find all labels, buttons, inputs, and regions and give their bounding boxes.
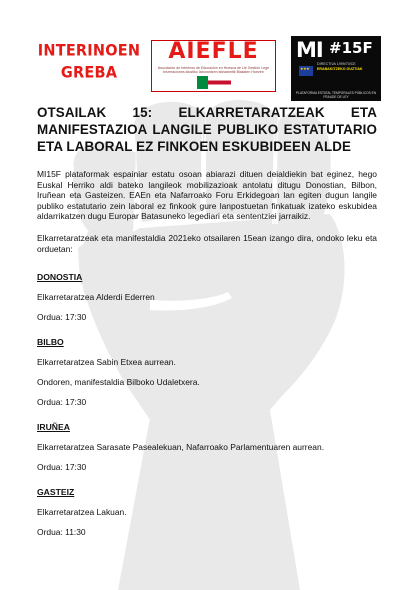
aiefle-logo <box>151 40 276 92</box>
basque-flag-icon <box>197 76 231 89</box>
bilbo-time: Ordua: 17:30 <box>37 397 87 408</box>
mi15f-logo-footer: PLATAFORMA ESTATAL TEMPORALES PÚBLICOS EN FRAUDE DE LEY <box>295 91 377 99</box>
city-heading-bilbo: BILBO <box>37 337 64 348</box>
aiefle-logo-tagline: Asociación de Interinos de Educación en Huesca de Lle Gestión Lege bezeraciones idustiko laborantzen isleadnetik Biakalen Huezen <box>157 66 270 74</box>
logo-line-1: INTERINOEN <box>37 41 141 60</box>
page-title: OTSAILAK 15: ELKARRETARATZEAK ETA MANIFESTAZIOA LANGILE PUBLIKO ESTATUTARIO ETA LABORAL EZ FINKOEN ESKUBIDEEN ALDE <box>37 105 377 154</box>
mi15f-logo-number: #15F <box>329 39 373 57</box>
gasteiz-time: Ordua: 11:30 <box>37 527 86 538</box>
city-heading-gasteiz: GASTEIZ <box>37 487 75 498</box>
gasteiz-place: Elkarretaratzea Lakuan. <box>37 507 127 518</box>
eu-flag-icon <box>299 66 313 76</box>
mi15f-logo-name: MI <box>296 38 323 62</box>
city-heading-donostia: DONOSTIA <box>37 272 83 283</box>
bilbo-place: Elkarretaratzea Sabin Etxea aurrean. <box>37 357 176 368</box>
mi15f-logo-text <box>317 62 377 71</box>
schedule-intro: Elkarretaratzeak eta manifestaldia 2021eko otsailaren 15ean izango dira, ondoko leku eta orduetan: <box>37 232 377 254</box>
irunea-place: Elkarretaratzea Sarasate Pasealekuan, Nafarroako Parlamentuaren aurrean. <box>37 442 325 453</box>
logo-line-2: GREBA <box>60 64 118 83</box>
mi15f-logo-line2: ERABAKITZEKO GUZTIAK <box>317 66 363 71</box>
donostia-time: Ordua: 17:30 <box>37 312 87 323</box>
bilbo-extra: Ondoren, manifestaldia Bilboko Udaletxera. <box>37 377 200 388</box>
irunea-time: Ordua: 17:30 <box>37 462 87 473</box>
donostia-place: Elkarretaratzea Alderdi Ederren <box>37 292 155 303</box>
aiefle-logo-name: AIEFLE <box>168 39 259 64</box>
intro-paragraph: MI15F plataformak espainiar estatu osoan abiarazi dituen deialdiekin bat eginez, hego Euskal Herriko aldi bateko langileok mobilizazioak antolatu ditugu Donostian, Bilbon, Iruñean eta Gasteizen. EAEn eta Nafarroako Foru Erkidegoan lan egiten dugun langile publiko estatutario zein laboral ez finkook gure lanpostuetan finkatuak izateko eskubidea aldarrikatzen dugu Europar Batasuneko legediari eta sententziei jarraikiz. <box>37 169 377 222</box>
flyer-content <box>37 104 377 538</box>
mi15f-logo-line1: DIRECTIVA 1999/70/CE <box>317 62 356 66</box>
mi15f-logo <box>291 36 381 101</box>
interinoen-greba-logo <box>34 40 144 85</box>
city-heading-irunea: IRUÑEA <box>37 422 70 433</box>
